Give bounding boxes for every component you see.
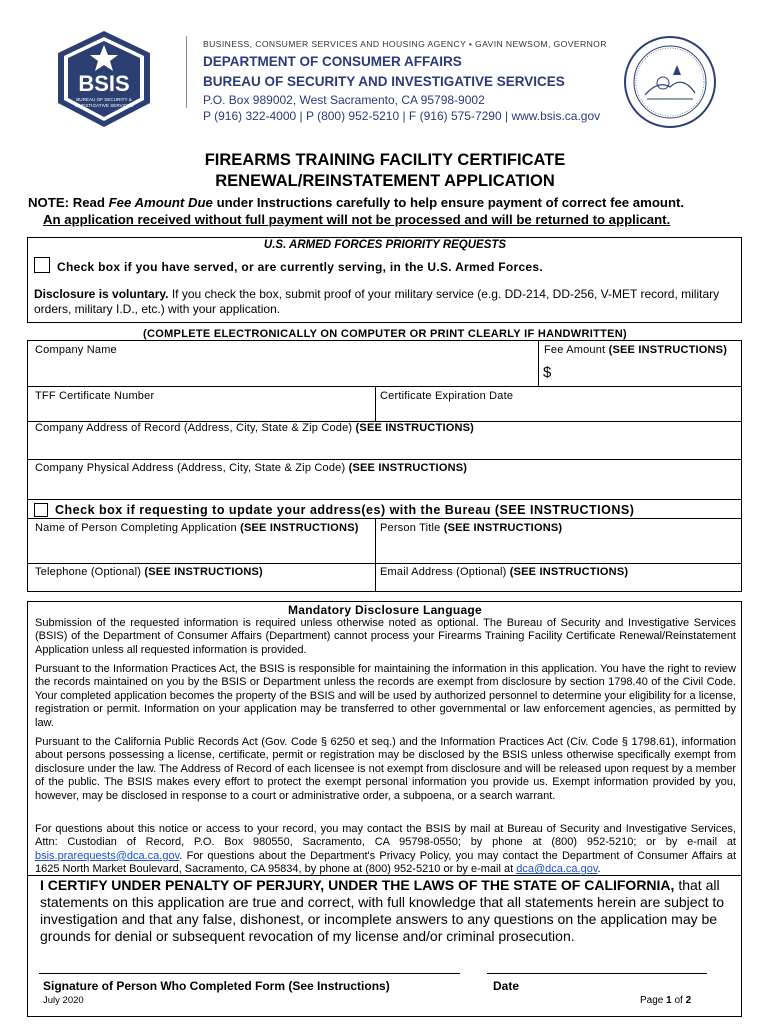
company-name-label: Company Name bbox=[35, 344, 117, 356]
bsis-logo bbox=[52, 29, 156, 129]
form-title-line1: FIREARMS TRAINING FACILITY CERTIFICATE bbox=[204, 151, 566, 169]
bsis-email-link[interactable]: bsis.prarequests@dca.ca.gov bbox=[35, 849, 180, 862]
email-input[interactable] bbox=[379, 578, 739, 591]
fee-amount-input[interactable] bbox=[556, 360, 736, 384]
disclosure-paragraph: Pursuant to the Information Practices Act, the BSIS is responsible for maintaining the information in this application. You have the right to review the records maintained on you by the BSIS or Department unless the records are exempt from disclosure by section 1798.40 of the Civil Code. Your completed application becomes the property of the BSIS and will be used by authorized personnel to determine your eligibility for a license, registration or permit. Information on your application may be transferred to other governmental or law enforcement agencies, as permitted by law. bbox=[35, 663, 736, 729]
military-disclosure: Disclosure is voluntary. If you check the box, submit proof of your military service (e.g. DD-214, DD-256, V-MET record, military orders, military I.D., etc.) with your application. bbox=[34, 287, 720, 316]
update-address-checkbox[interactable] bbox=[34, 503, 48, 517]
address-record-input[interactable] bbox=[30, 436, 738, 458]
svg-text:BUREAU OF SECURITY &: BUREAU OF SECURITY & bbox=[76, 97, 132, 102]
expiration-divider bbox=[375, 386, 376, 421]
form-revision-date: July 2020 bbox=[43, 995, 84, 1006]
address-physical-input[interactable] bbox=[30, 476, 738, 498]
person-title-input[interactable] bbox=[379, 536, 739, 562]
disclosure-paragraph: Pursuant to the California Public Records Act (Gov. Code § 6250 et seq.) and the Information Practices Act (Civ. Code § 1798.61), information about persons possessing a license, certificate, permit or registration may be disclosed by the BSIS unless otherwise specifically exempt from disclosure under the law. The Address of Record of each licensee is not exempt from disclosure and will be released upon request by a member of the public. The BSIS makes every effort to protect the exempt personal information you provide us. Exempt information provided by you, however, may be disclosed in response to a court or administrative order, a subpoena, or a search warrant. bbox=[35, 736, 736, 802]
address-record-label: Company Address of Record (Address, City, State & Zip Code) (SEE INSTRUCTIONS) bbox=[35, 422, 475, 434]
department-name: DEPARTMENT OF CONSUMER AFFAIRS bbox=[203, 54, 462, 69]
payment-warning: An application received without full payment will not be processed and will be returned to applicant. bbox=[43, 212, 671, 227]
fee-note: NOTE: Read Fee Amount Due under Instructions carefully to help ensure payment of correct fee amount. bbox=[28, 195, 685, 210]
tff-number-label: TFF Certificate Number bbox=[35, 390, 155, 402]
title-divider bbox=[375, 518, 376, 592]
completion-instructions: (COMPLETE ELECTRONICALLY ON COMPUTER OR PRINT CLEARLY IF HANDWRITTEN) bbox=[143, 328, 627, 340]
update-address-label: Check box if requesting to update your address(es) with the Bureau (SEE INSTRUCTIONS) bbox=[55, 503, 635, 517]
telephone-label: Telephone (Optional) (SEE INSTRUCTIONS) bbox=[35, 566, 263, 578]
agency-line: BUSINESS, CONSUMER SERVICES AND HOUSING AGENCY • GAVIN NEWSOM, GOVERNOR bbox=[203, 39, 607, 49]
signature-input[interactable] bbox=[39, 973, 460, 974]
row-divider bbox=[27, 386, 742, 387]
military-section-title: U.S. ARMED FORCES PRIORITY REQUESTS bbox=[263, 239, 507, 251]
row-divider bbox=[27, 499, 742, 500]
row-divider bbox=[27, 459, 742, 460]
row-divider bbox=[27, 518, 742, 519]
email-label: Email Address (Optional) (SEE INSTRUCTIONS) bbox=[380, 566, 629, 578]
address-physical-label: Company Physical Address (Address, City, State & Zip Code) (SEE INSTRUCTIONS) bbox=[35, 462, 468, 474]
person-name-label: Name of Person Completing Application (SEE INSTRUCTIONS) bbox=[35, 522, 359, 534]
military-checkbox[interactable] bbox=[34, 257, 50, 273]
fee-amount-label: Fee Amount (SEE INSTRUCTIONS) bbox=[544, 344, 728, 356]
mailing-address: P.O. Box 989002, West Sacramento, CA 95798-9002 bbox=[203, 93, 485, 107]
perjury-certification: I CERTIFY UNDER PENALTY OF PERJURY, UNDER THE LAWS OF THE STATE OF CALIFORNIA, that all statements on this application are true and correct, with full knowledge that all statements herein are subject to investigation and that any false, dishonest, or incomplete answers to any questions on the application may be grounds for denial or subsequent revocation of my license and/or criminal prosecution. bbox=[40, 877, 725, 944]
disclosure-paragraph: Submission of the requested information is required unless otherwise noted as optional. The Bureau of Security and Investigative Services (BSIS) of the Department of Consumer Affairs (Department) cannot process your Firearms Training Facility Certificate Renewal/Reinstatement Application unless all requested information is provided. bbox=[35, 617, 736, 656]
military-checkbox-label: Check box if you have served, or are currently serving, in the U.S. Armed Forces. bbox=[57, 260, 544, 274]
form-title-line2: RENEWAL/REINSTATEMENT APPLICATION bbox=[215, 172, 555, 190]
person-title-label: Person Title (SEE INSTRUCTIONS) bbox=[380, 522, 563, 534]
signature-label: Signature of Person Who Completed Form (See Instructions) bbox=[43, 979, 390, 993]
bureau-name: BUREAU OF SECURITY AND INVESTIGATIVE SERVICES bbox=[203, 74, 565, 89]
contact-phones: P (916) 322-4000 | P (800) 952-5210 | F (916) 575-7290 | www.bsis.ca.gov bbox=[203, 109, 601, 123]
fee-divider bbox=[538, 340, 539, 386]
telephone-input[interactable] bbox=[30, 578, 372, 591]
page-number: Page 1 of 2 bbox=[640, 995, 692, 1006]
dca-email-link[interactable]: dca@dca.ca.gov bbox=[516, 863, 598, 876]
person-name-input[interactable] bbox=[30, 536, 372, 562]
date-input[interactable] bbox=[487, 973, 707, 974]
tff-number-input[interactable] bbox=[30, 402, 372, 420]
mandatory-disclosure-title: Mandatory Disclosure Language bbox=[287, 603, 483, 617]
svg-text:INVESTIGATIVE SERVICES: INVESTIGATIVE SERVICES bbox=[74, 103, 134, 108]
cert-expiration-input[interactable] bbox=[379, 402, 739, 420]
date-label: Date bbox=[493, 979, 520, 993]
company-name-input[interactable] bbox=[30, 358, 535, 384]
certify-divider bbox=[27, 875, 742, 876]
row-divider bbox=[27, 563, 742, 564]
header-divider bbox=[186, 36, 187, 108]
cert-expiration-label: Certificate Expiration Date bbox=[380, 390, 514, 402]
state-seal-icon bbox=[623, 35, 717, 129]
contact-paragraph: For questions about this notice or access to your record, you may contact the BSIS by mail at Bureau of Security and Investigative Services, Attn: Custodian of Record, P.O. Box 980550, Sacramento, CA 95798-0550; by phone at (800) 952-5210; or by e-mail at bsis.prarequests@dca.ca.gov. For questions about the Department's Privacy Policy, you may contact the Department of Consumer Affairs at 1625 North Market Boulevard, Sacramento, CA 95834, by phone at (800) 952-5210 or by e-mail at dca@dca.ca.gov. bbox=[35, 823, 736, 876]
fee-dollar-sign: $ bbox=[543, 364, 552, 381]
svg-text:BSIS: BSIS bbox=[78, 71, 130, 96]
